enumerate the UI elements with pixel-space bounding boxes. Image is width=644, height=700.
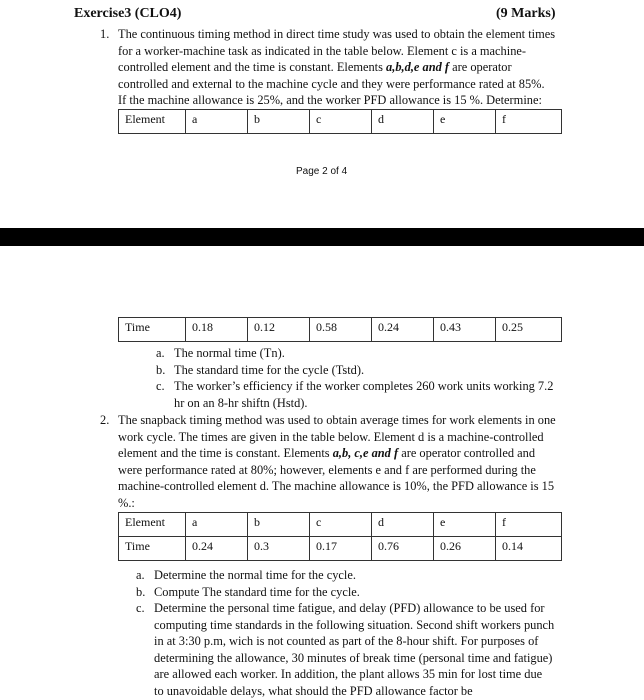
element-table-header <box>118 109 562 134</box>
list-item: b. Compute The standard time for the cycle. <box>136 584 360 599</box>
list-item: c. The worker’s efficiency if the worker completes 260 work units working 7.2 <box>156 379 554 393</box>
list-item: a. Determine the normal time for the cycle. <box>136 568 356 582</box>
table-row <box>119 513 562 537</box>
operator-elements: a,b, c,e and f <box>332 446 399 460</box>
table-cell: Element <box>119 110 186 134</box>
operator-elements: a,b,d,e and f <box>386 60 450 74</box>
table-cell: 0.18 <box>186 318 248 342</box>
page-number-label: Page 2 of 4 <box>296 166 348 177</box>
table-cell: e <box>434 513 496 537</box>
list-item-continued: hr on an 8-hr shiftn (Hstd). <box>174 395 308 410</box>
table-cell: 0.24 <box>372 318 434 342</box>
list-item: a. The normal time (Tn). <box>156 346 285 360</box>
question-1-number: 1. <box>100 27 110 41</box>
table-cell: d <box>372 513 434 537</box>
question-1-subparts <box>156 345 576 411</box>
table-cell: 0.17 <box>310 537 372 561</box>
table-cell: f <box>496 110 562 134</box>
table-cell: 0.24 <box>186 537 248 561</box>
table-cell: 0.3 <box>248 537 310 561</box>
element-time-row <box>118 317 562 342</box>
list-item: c. Determine the personal time fatigue, and delay (PFD) allowance to be used for computing time standards in the following situation. Second shift workers punch in at 3:30 p.m, wich is not counted as part of the 8-hour shift. For purposes of determining the allowance, 30 minutes of break time (personal time and fatigue) are allowed each worker. In addition, the plant allows 35 min for lost time due to unavoidable delays, what should the PFD allowance factor be <box>136 601 555 698</box>
table-cell: a <box>186 110 248 134</box>
table-cell: 0.76 <box>372 537 434 561</box>
table-cell: 0.14 <box>496 537 562 561</box>
question-1-text: The continuous timing method in direct time study was used to obtain the element times for a worker-machine task as indicated in the table below. Element c is a machine- controlled element and the time is constant. Elements a,b,d,e and f are operator controlled and external to the machine cycle and they were performance rated at 85%. If the machine allowance is 25%, and the worker PFD allowance is 15 %. Determine: <box>118 27 556 107</box>
element-time-table-2 <box>118 512 562 561</box>
table-cell: 0.43 <box>434 318 496 342</box>
table-cell: 0.25 <box>496 318 562 342</box>
list-item: b. The standard time for the cycle (Tstd). <box>156 362 365 377</box>
question-2-subparts <box>136 567 566 699</box>
page-separator <box>0 228 644 246</box>
table-cell: a <box>186 513 248 537</box>
table-row <box>119 537 562 561</box>
table-cell: Time <box>119 537 186 561</box>
table-cell: d <box>372 110 434 134</box>
table-cell: Element <box>119 513 186 537</box>
table-cell: 0.26 <box>434 537 496 561</box>
page-3-top <box>0 246 644 700</box>
table-cell: f <box>496 513 562 537</box>
table-cell: e <box>434 110 496 134</box>
table-cell: 0.58 <box>310 318 372 342</box>
table-cell: Time <box>119 318 186 342</box>
table-cell: c <box>310 513 372 537</box>
table-cell: 0.12 <box>248 318 310 342</box>
page-2-bottom <box>0 0 644 228</box>
marks-label: (9 Marks) <box>496 6 556 21</box>
table-cell: b <box>248 110 310 134</box>
question-2-number: 2. <box>100 413 110 427</box>
table-cell: b <box>248 513 310 537</box>
exercise-title: Exercise3 (CLO4) <box>74 6 182 21</box>
question-2-text: The snapback timing method was used to obtain average times for work elements in one work cycle. The times are given in the table below. Element d is a machine-controlled element and the time is constant. Elements a,b, c,e and f are operator controlled and were performance rated at 80%; however, elements e and f are performed during the machine-controlled element d. The machine allowance is 10%, the PFD allowance is 15 %.: <box>118 413 556 510</box>
table-cell: c <box>310 110 372 134</box>
